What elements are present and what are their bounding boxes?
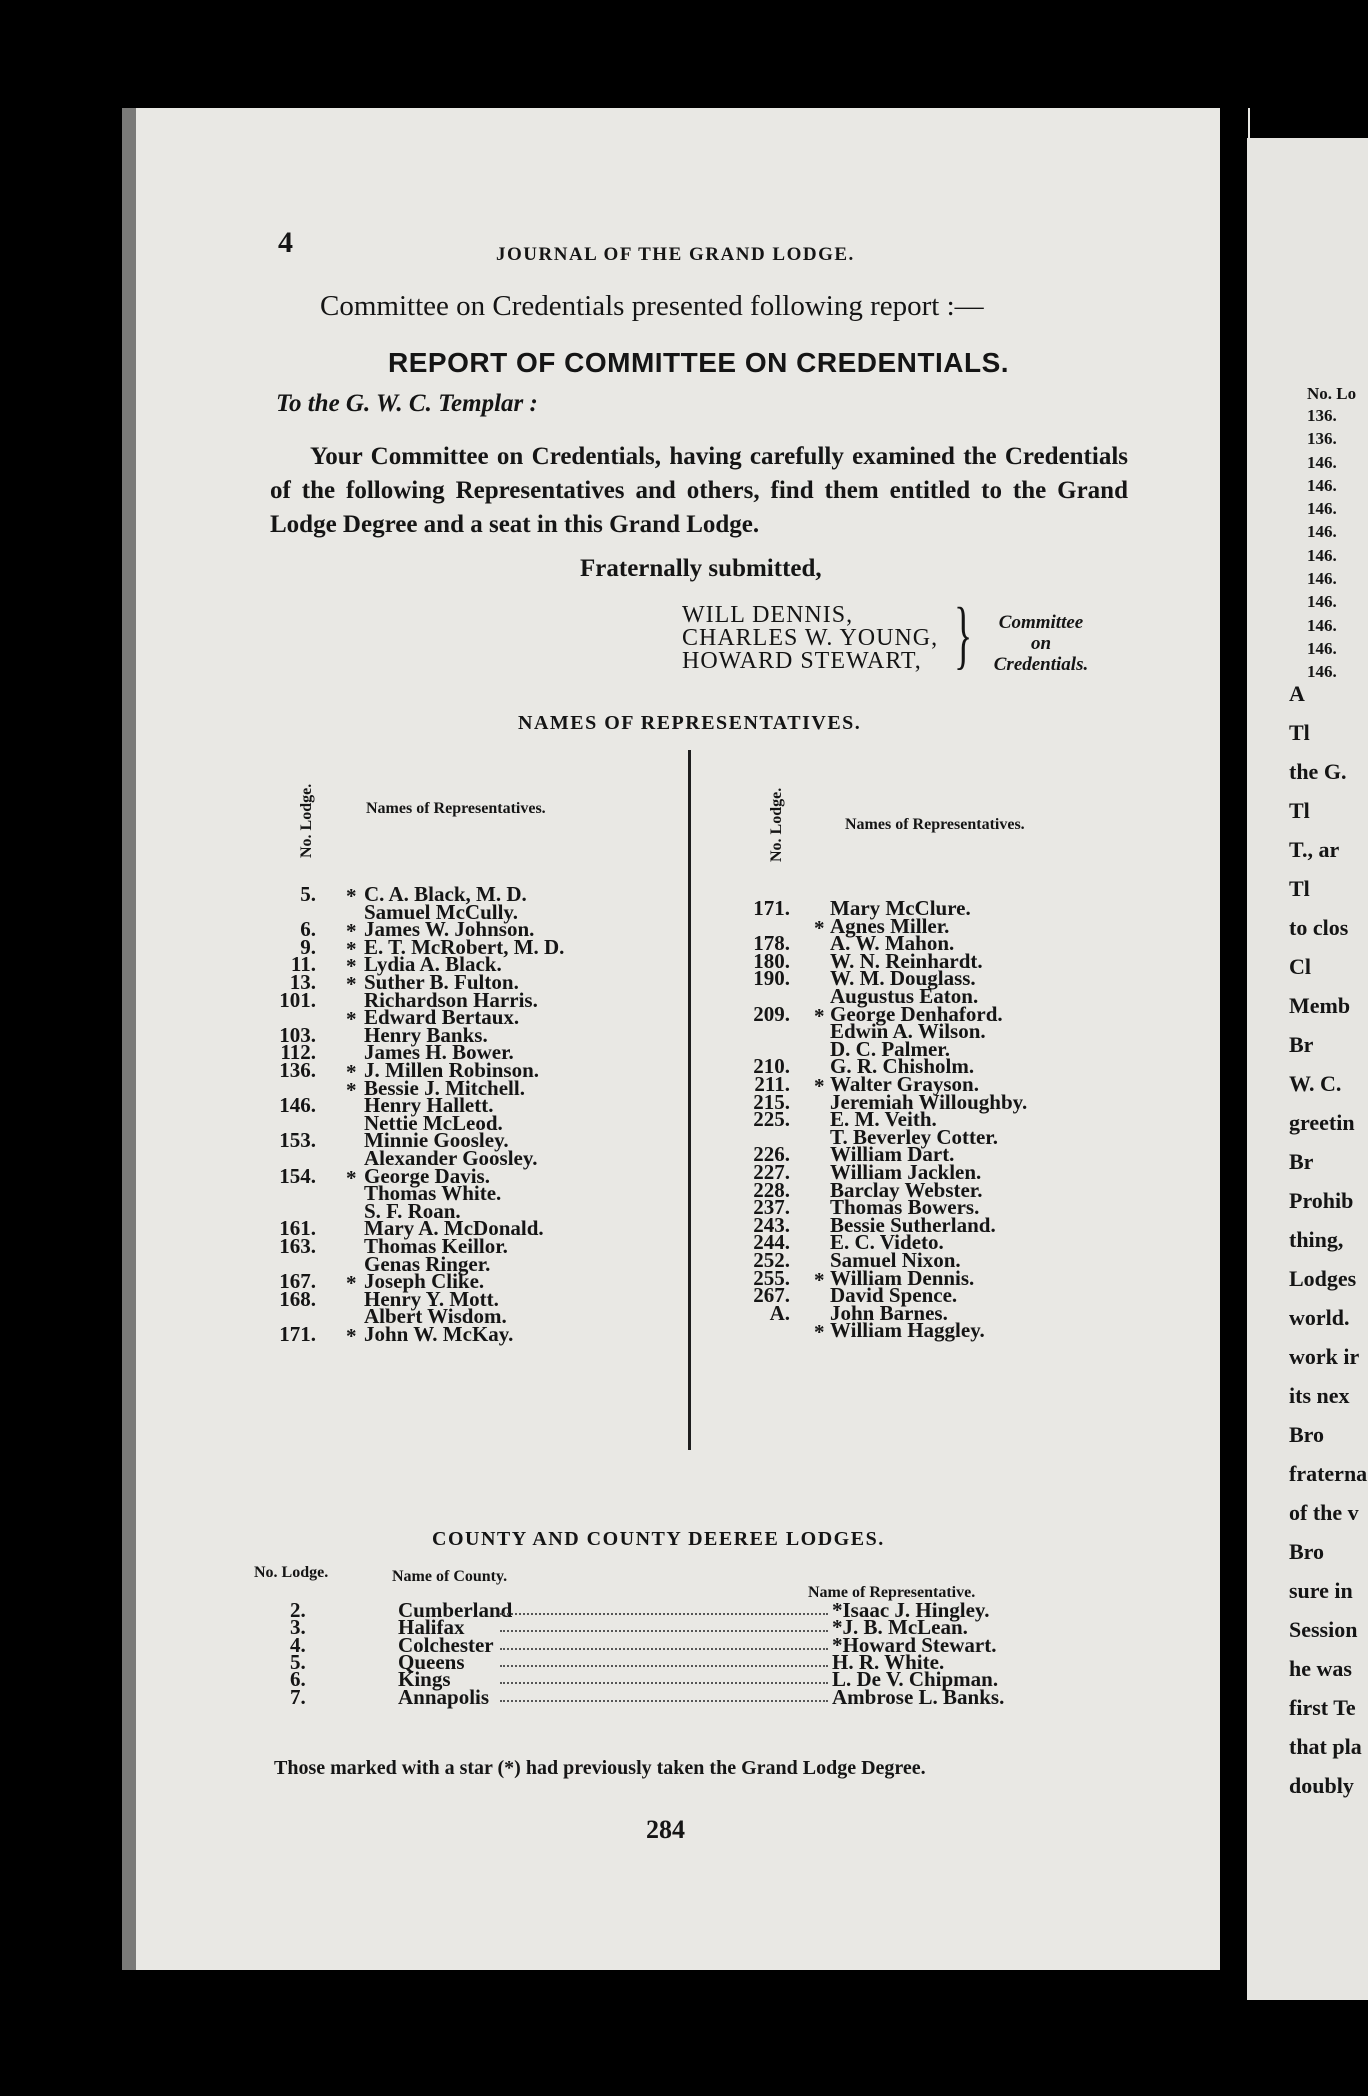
- county-representative: H. R. White.: [832, 1649, 945, 1674]
- facing-page-fragment: Tl: [1289, 798, 1310, 823]
- facing-page-fragment: the G.: [1289, 759, 1347, 784]
- representative-name: Albert Wisdom.: [364, 1304, 507, 1329]
- representative-name: Bessie Sutherland.: [830, 1212, 996, 1237]
- facing-page-number: 146.: [1307, 545, 1337, 565]
- lodge-number: 252.: [753, 1248, 790, 1272]
- report-body: Your Committee on Credentials, having carefully examined the Credentials of the following Representatives and others, find them entitled to the Grand Lodge Degree and a seat in this Grand Lodge.: [270, 443, 1128, 538]
- lodge-number: 243.: [753, 1212, 790, 1237]
- county-representative: *J. B. McLean.: [832, 1615, 968, 1640]
- county-lodge-number: 6.: [290, 1667, 306, 1692]
- star-mark: *: [346, 884, 357, 908]
- county-representative: L. De V. Chipman.: [832, 1667, 999, 1692]
- lodge-number: 11.: [290, 952, 316, 977]
- star-mark: *: [814, 915, 825, 940]
- dot-leader: [500, 1613, 828, 1615]
- star-mark: *: [814, 1267, 825, 1292]
- county-name: Annapolis: [398, 1684, 490, 1709]
- facing-page-fragment: world.: [1289, 1305, 1350, 1330]
- facing-page-fragment: first Te: [1289, 1695, 1356, 1720]
- representatives-heading: NAMES OF REPRESENTATIVES.: [518, 712, 862, 734]
- facing-page-fragment: Bro: [1289, 1539, 1325, 1564]
- facing-page-fragment: Memb: [1289, 993, 1351, 1018]
- dot-leader: [500, 1700, 828, 1702]
- facing-page-fragment: he was: [1289, 1656, 1352, 1681]
- county-name-header: Name of County.: [392, 1568, 508, 1585]
- facing-page-number: 146.: [1307, 499, 1337, 519]
- star-mark: *: [346, 1077, 357, 1102]
- county-name: Queens: [398, 1649, 465, 1674]
- county-name: Kings: [398, 1667, 451, 1692]
- representative-name: Joseph Clike.: [364, 1269, 485, 1294]
- county-heading: COUNTY AND COUNTY DEEREE LODGES.: [432, 1528, 885, 1550]
- report-title: REPORT OF COMMITTEE ON CREDENTIALS.: [388, 347, 1010, 378]
- lodge-number: 103.: [279, 1022, 316, 1047]
- representative-name: Walter Grayson.: [830, 1072, 979, 1096]
- facing-page-number: 146.: [1307, 638, 1337, 658]
- star-mark: *: [346, 1060, 357, 1084]
- county-lodge-number: 4.: [290, 1632, 306, 1657]
- star-mark: *: [814, 1003, 825, 1028]
- representative-name: Nettie McLeod.: [364, 1110, 503, 1135]
- representative-name: Henry Banks.: [364, 1022, 488, 1047]
- lodge-number: 146.: [279, 1093, 316, 1118]
- representative-name: Mary A. McDonald.: [364, 1216, 544, 1241]
- lodge-number: 255.: [753, 1265, 790, 1290]
- facing-page-text: [1289, 674, 1367, 1805]
- facing-page-fragment: Session: [1289, 1617, 1358, 1642]
- star-mark: *: [346, 919, 357, 944]
- representative-name: T. Beverley Cotter.: [830, 1124, 998, 1149]
- lodge-number: 168.: [279, 1286, 316, 1311]
- star-mark: *: [346, 972, 357, 996]
- committee-label-line: Committee: [998, 612, 1084, 633]
- representative-name: Henry Y. Mott.: [364, 1286, 499, 1311]
- lodge-number: 211.: [754, 1072, 790, 1096]
- page-number: 4: [278, 226, 293, 259]
- lodge-number: 178.: [753, 931, 790, 956]
- representative-name: Edward Bertaux.: [364, 1005, 520, 1030]
- representative-name: William Haggley.: [830, 1318, 985, 1343]
- facing-page-numbers: [1307, 404, 1337, 684]
- representative-name: Augustus Eaton.: [830, 984, 979, 1008]
- representative-name: Lydia A. Black.: [364, 952, 502, 977]
- representative-name: Bessie J. Mitchell.: [364, 1075, 525, 1100]
- facing-page-fragment: thing,: [1289, 1227, 1344, 1252]
- lodge-number: 209.: [753, 1001, 790, 1026]
- star-mark: *: [814, 1320, 825, 1345]
- facing-page-fragment: T., ar: [1289, 837, 1340, 862]
- lodge-number: 136.: [279, 1058, 316, 1082]
- lodge-number: 227.: [753, 1160, 790, 1184]
- facing-page-number: 146.: [1307, 615, 1337, 635]
- county-name: Cumberland: [398, 1598, 513, 1622]
- lodge-number: 154.: [279, 1163, 316, 1188]
- facing-page-fragment: Bro: [1289, 1422, 1325, 1447]
- representative-name: John Barnes.: [830, 1300, 948, 1325]
- county-rep-header: Name of Representative.: [808, 1584, 976, 1601]
- star-mark: *: [346, 1271, 357, 1296]
- representative-name: Thomas Bowers.: [830, 1195, 980, 1220]
- lodge-number: 237.: [753, 1195, 790, 1220]
- county-representative: *Isaac J. Hingley.: [832, 1598, 990, 1622]
- lodge-number: 228.: [753, 1177, 790, 1202]
- lodge-number: 190.: [753, 966, 790, 991]
- lodge-number: 215.: [753, 1089, 790, 1114]
- footnote: Those marked with a star (*) had previously taken the Grand Lodge Degree.: [274, 1757, 926, 1779]
- representative-name: Edwin A. Wilson.: [830, 1019, 986, 1044]
- representative-name: E. C. Videto.: [830, 1230, 944, 1255]
- lodge-number: 153.: [279, 1128, 316, 1153]
- lodge-number: 101.: [279, 987, 316, 1012]
- lodge-number: 210.: [753, 1054, 790, 1079]
- brace: }: [954, 593, 973, 677]
- facing-page-fragment: Cl: [1289, 954, 1311, 979]
- lodge-number: 180.: [753, 948, 790, 973]
- facing-page-number: 146.: [1307, 592, 1337, 612]
- facing-page-fragment: Br: [1289, 1149, 1314, 1174]
- representative-name: C. A. Black, M. D.: [364, 882, 527, 906]
- facing-page-header: No. Lo: [1307, 384, 1357, 403]
- representative-name: S. F. Roan.: [364, 1198, 461, 1223]
- representative-name: William Jacklen.: [830, 1160, 982, 1184]
- lodge-number: 225.: [753, 1107, 790, 1132]
- facing-page-number: 136.: [1307, 406, 1337, 425]
- left-names-header: Names of Representatives.: [366, 800, 546, 817]
- representative-name: Samuel Nixon.: [830, 1248, 961, 1272]
- signatory-3: HOWARD STEWART,: [682, 648, 922, 674]
- representative-name: Samuel McCully.: [364, 899, 519, 924]
- county-lodge-number: 7.: [290, 1684, 306, 1709]
- facing-page-number: 146.: [1307, 569, 1337, 589]
- representative-name: Mary McClure.: [830, 896, 971, 920]
- facing-page-fragment: Lodges: [1289, 1266, 1357, 1291]
- column-divider: [688, 750, 691, 1450]
- county-representative: *Howard Stewart.: [832, 1632, 997, 1657]
- dot-leader: [500, 1630, 828, 1632]
- facing-page-fragment: greetin: [1289, 1110, 1355, 1135]
- facing-page-fragment: Tl: [1289, 876, 1310, 901]
- lodge-number: 171.: [753, 896, 790, 920]
- lodge-number: A.: [769, 1300, 790, 1325]
- facing-page-fragment: Br: [1289, 1032, 1314, 1057]
- representative-name: Agnes Miller.: [830, 913, 950, 938]
- facing-page-fragment: Prohib: [1289, 1188, 1354, 1213]
- representative-name: Alexander Goosley.: [364, 1146, 538, 1170]
- lodge-number: 226.: [753, 1142, 790, 1167]
- lodge-number: 112.: [280, 1040, 316, 1065]
- closing: Fraternally submitted,: [580, 555, 822, 582]
- facing-page: [1247, 138, 1368, 2000]
- facing-page-number: 146.: [1307, 662, 1337, 682]
- county-lodge-number: 5.: [290, 1649, 306, 1674]
- folio: 284: [646, 1815, 685, 1844]
- representative-name: James W. Johnson.: [364, 917, 535, 942]
- lodge-number: 161.: [279, 1216, 316, 1241]
- facing-page-fragment: work ir: [1289, 1344, 1360, 1369]
- facing-page-fragment: of the v: [1289, 1500, 1359, 1525]
- facing-page-fragment: its nex: [1289, 1383, 1350, 1408]
- county-representative: Ambrose L. Banks.: [832, 1684, 1005, 1709]
- right-lodge-header: No. Lodge.: [768, 787, 785, 862]
- facing-page-number: 146.: [1307, 522, 1337, 542]
- facing-page-number: 146.: [1307, 452, 1337, 472]
- representative-name: George Denhaford.: [830, 1001, 1003, 1026]
- lodge-number: 163.: [279, 1234, 316, 1258]
- representative-name: Jeremiah Willoughby.: [830, 1089, 1028, 1114]
- dot-leader: [500, 1648, 828, 1650]
- lodge-number: 244.: [753, 1230, 790, 1255]
- lodge-number: 267.: [753, 1283, 790, 1308]
- representative-name: J. Millen Robinson.: [364, 1058, 540, 1082]
- star-mark: *: [814, 1074, 825, 1098]
- representative-name: D. C. Palmer.: [830, 1036, 950, 1061]
- committee-label: [986, 612, 1096, 675]
- representative-name: E. T. McRobert, M. D.: [364, 934, 565, 959]
- representative-name: E. M. Veith.: [830, 1107, 937, 1132]
- representative-name: William Dart.: [830, 1142, 955, 1167]
- representative-name: Barclay Webster.: [830, 1177, 983, 1202]
- signatory-1: WILL DENNIS,: [682, 602, 854, 628]
- right-names-header: Names of Representatives.: [845, 816, 1025, 833]
- lodge-number: 13.: [289, 970, 316, 994]
- facing-page-fragment: doubly: [1289, 1773, 1354, 1798]
- representative-name: W. N. Reinhardt.: [830, 948, 983, 973]
- star-mark: *: [346, 954, 357, 979]
- representative-name: Genas Ringer.: [364, 1251, 491, 1276]
- representative-name: Thomas Keillor.: [364, 1234, 508, 1258]
- facing-page-fragment: W. C.: [1289, 1071, 1342, 1096]
- star-mark: *: [346, 1007, 357, 1032]
- representative-name: Richardson Harris.: [364, 987, 538, 1012]
- representative-name: David Spence.: [830, 1283, 958, 1308]
- star-mark: *: [346, 936, 357, 961]
- lodge-number: 5.: [300, 882, 316, 906]
- county-name: Colchester: [398, 1632, 494, 1657]
- intro-line: Committee on Credentials presented following report :—: [320, 290, 984, 322]
- county-name: Halifax: [398, 1615, 465, 1640]
- star-mark: *: [346, 1324, 357, 1348]
- running-head: JOURNAL OF THE GRAND LODGE.: [496, 244, 855, 265]
- page-gutter: [1220, 108, 1248, 2008]
- representative-name: W. M. Douglass.: [830, 966, 976, 991]
- facing-page-fragment: fraterna: [1289, 1461, 1368, 1486]
- signatory-2: CHARLES W. YOUNG,: [682, 625, 939, 651]
- dot-leader: [500, 1682, 828, 1684]
- county-lodge-number: 2.: [290, 1598, 306, 1622]
- lodge-number: 171.: [279, 1322, 316, 1346]
- lodge-number: 9.: [300, 934, 316, 959]
- committee-label-line: Credentials.: [993, 654, 1089, 675]
- committee-label-line: on: [1030, 633, 1052, 654]
- representative-name: A. W. Mahon.: [830, 931, 955, 956]
- facing-page-fragment: A: [1289, 681, 1305, 706]
- representative-name: Minnie Goosley.: [364, 1128, 509, 1153]
- representative-name: G. R. Chisholm.: [830, 1054, 975, 1079]
- facing-page-number: 136.: [1307, 429, 1337, 449]
- facing-page-number: 146.: [1307, 475, 1337, 495]
- representative-name: George Davis.: [364, 1163, 490, 1188]
- representative-name: James H. Bower.: [364, 1040, 514, 1065]
- representative-name: Henry Hallett.: [364, 1093, 494, 1118]
- county-lodge-header: No. Lodge.: [254, 1564, 329, 1581]
- dot-leader: [500, 1665, 828, 1667]
- county-lodge-number: 3.: [290, 1615, 306, 1640]
- salutation: To the G. W. C. Templar :: [276, 390, 538, 417]
- representative-name: Thomas White.: [364, 1181, 502, 1206]
- star-mark: *: [346, 1165, 357, 1190]
- facing-page-fragment: that pla: [1289, 1734, 1362, 1759]
- facing-page-fragment: to clos: [1289, 915, 1349, 940]
- lodge-number: 167.: [279, 1269, 316, 1294]
- facing-page-fragment: Tl: [1289, 720, 1310, 745]
- representative-name: John W. McKay.: [364, 1322, 514, 1346]
- left-lodge-header: No. Lodge.: [298, 783, 315, 858]
- lodge-number: 6.: [300, 917, 316, 942]
- representative-name: William Dennis.: [830, 1265, 975, 1290]
- representative-name: Suther B. Fulton.: [364, 970, 519, 994]
- facing-page-fragment: sure in: [1289, 1578, 1353, 1603]
